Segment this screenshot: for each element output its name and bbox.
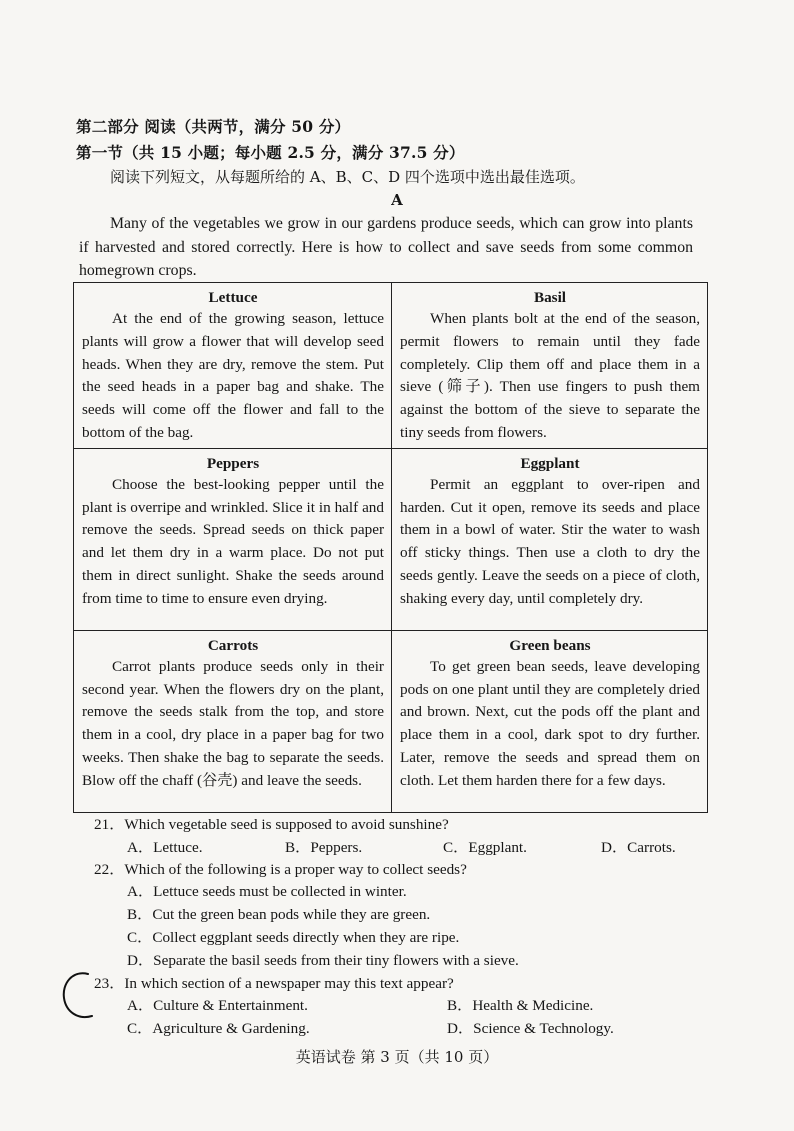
crop-title: Peppers: [206, 454, 260, 472]
crop-text: To get green bean seeds, leave developing pods on one plant until they are completely dried and brown. Next, cut the pods off the plant and place them in a cool, dark spot to dry further. Later, remove the seeds and spread them on cloth. Let them harden there for a few days.: [400, 657, 700, 789]
crop-title: Lettuce: [208, 289, 258, 306]
part-title: 第二部分 阅读（共两节，满分 50 分）: [76, 117, 351, 136]
question-23-option-b: B．Health & Medicine.: [447, 997, 594, 1014]
crop-cell-lettuce: [74, 283, 392, 449]
crop-text: At the end of the growing season, lettuce plants will grow a flower that will develop seed heads. When they are dry, remove the stem. Put the seed heads in a paper bag and shake. The seeds will come off the flower and fall to the bottom of the bag.: [82, 310, 384, 441]
crop-cell-eggplant: [392, 448, 708, 630]
crops-table: [73, 282, 708, 813]
instructions: 阅读下列短文，从每题所给的 A、B、C、D 四个选项中选出最佳选项。: [110, 168, 585, 186]
crop-title: Basil: [533, 289, 567, 306]
question-22-option-b: B．Cut the green bean pods while they are green.: [127, 906, 431, 923]
question-21-option-d: D．Carrots.: [601, 839, 676, 856]
question-21-option-a: A．Lettuce.: [127, 839, 203, 856]
crop-text: Carrot plants produce seeds only in their second year. When the flowers dry on the plant, remove the seeds stalk from the top, and store them in a cool, dry place in a paper bag for two weeks. Then shake the bag to separate the seeds. Blow off the chaff (谷壳) and leave the seeds.: [82, 657, 384, 789]
question-22-option-c: C．Collect eggplant seeds directly when they are ripe.: [127, 929, 460, 946]
question-22-option-a: A．Lettuce seeds must be collected in winter.: [127, 883, 407, 900]
page-footer: 英语试卷 第 3 页（共 10 页）: [295, 1048, 499, 1066]
intro-paragraph: Many of the vegetables we grow in our gardens produce seeds, which can grow into plants if harvested and stored correctly. Here is how to collect and save seeds from some common homegrown crops.: [79, 215, 693, 279]
crop-title: Eggplant: [520, 454, 580, 472]
handwritten-answer-mark: [58, 968, 98, 1024]
crop-cell-peppers: [74, 448, 392, 630]
question-23-option-d: D．Science & Technology.: [447, 1020, 614, 1037]
question-23-option-c: C．Agriculture & Gardening.: [127, 1020, 310, 1037]
section-title: 第一节（共 15 小题；每小题 2.5 分，满分 37.5 分）: [76, 143, 465, 162]
question-22-option-d: D．Separate the basil seeds from their tiny flowers with a sieve.: [127, 952, 519, 969]
crop-text: When plants bolt at the end of the season, permit flowers to remain until they fade completely. Clip them off and place them in a sieve (筛子). Then use fingers to push them against the bottom of the sieve to separate the tiny seeds from flowers.: [400, 310, 700, 441]
crop-title: Carrots: [207, 636, 259, 654]
crop-cell-carrots: [74, 630, 392, 812]
question-23-stem: 23．In which section of a newspaper may this text appear?: [94, 975, 454, 992]
crop-cell-green-beans: [392, 630, 708, 812]
question-21-stem: 21．Which vegetable seed is supposed to avoid sunshine?: [94, 816, 449, 833]
crop-text: Permit an eggplant to over-ripen and harden. Cut it open, remove its seeds and place them in a bowl of water. Stir the water to wash off sticky things. Then use a cloth to dry the seeds gently. Leave the seeds on a piece of cloth, shaking every day, until completely dry.: [400, 475, 700, 607]
question-23-option-a: A．Culture & Entertainment.: [127, 997, 308, 1014]
crop-title: Green beans: [509, 636, 591, 654]
crop-cell-basil: [392, 283, 708, 449]
question-21-option-b: B．Peppers.: [285, 839, 363, 856]
question-21-option-c: C．Eggplant.: [443, 839, 527, 856]
passage-label: A: [391, 191, 403, 209]
crop-text: Choose the best-looking pepper until the plant is overripe and wrinkled. Slice it in half and remove the seeds. Spread seeds on thick paper and let them dry in a warm place. Do not put them in direct sunlight. Shake the seeds around from time to time to ensure even drying.: [82, 475, 384, 607]
question-22-stem: 22．Which of the following is a proper way to collect seeds?: [94, 861, 467, 878]
